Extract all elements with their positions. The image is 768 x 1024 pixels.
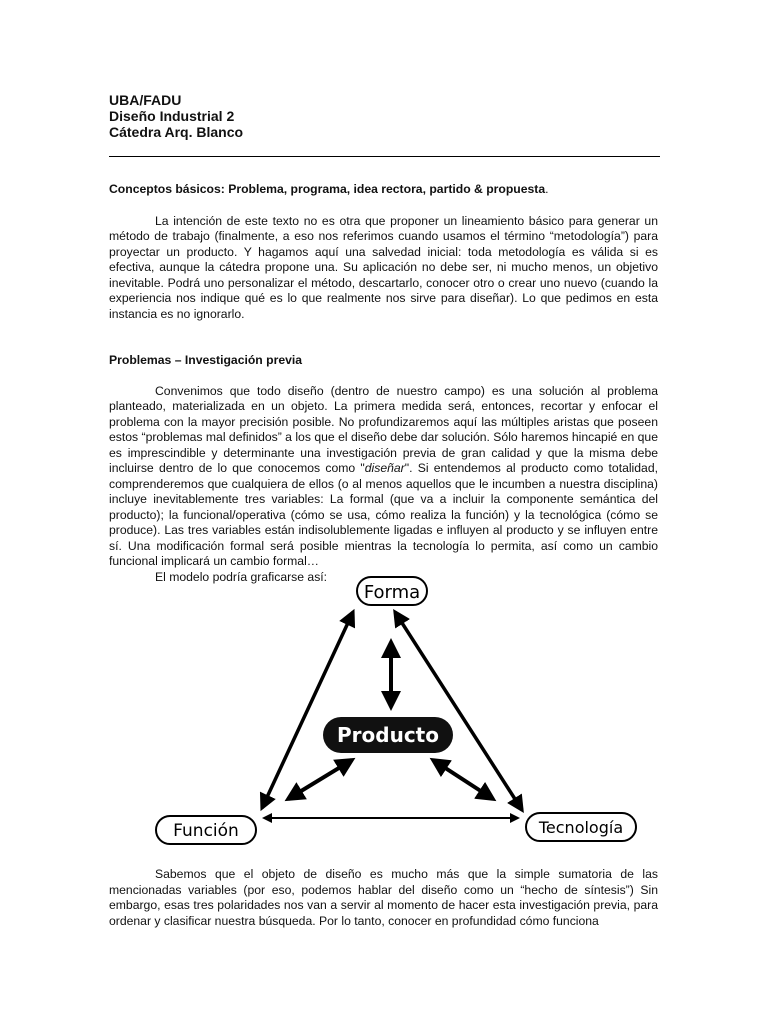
node-funcion-label: Función <box>173 821 239 841</box>
closing-section <box>109 867 658 929</box>
node-forma-label: Forma <box>363 582 421 603</box>
node-forma <box>357 577 427 605</box>
intro-paragraph: La intención de este texto no es otra que proponer un lineamiento básico para generar un método de trabajo (finalmente, a eso nos referimos cuando usamos el término “metodología”) para proyectar un producto. Y hagamos aquí una salvedad inicial: toda metodología es válida si es efectiva, aunque la cátedra propone una. Su aplicación no debe ser, ni mucho menos, un objetivo inevitable. Podrá uno personalizar el método, descartarlo, conocer otro o crear uno nuevo (cuando la experiencia nos indique qué es lo que realmente nos sirve para diseñar). Lo que pedimos en esta instancia es no ignorarlo. <box>109 213 658 321</box>
node-tecnologia <box>526 813 636 841</box>
section-paragraph-italic: diseñar <box>364 461 405 475</box>
header-chair: Cátedra Arq. Blanco <box>109 124 244 140</box>
section-paragraph-part1: Convenimos que todo diseño (dentro de nuestro campo) es una solución al problema planteado, materializada en un objeto. La primera medida será, entonces, recortar y enfocar el problema con la mayor precisión posible. No profundizaremos aquí las múltiples aristas que poseen estos “problemas mal definidos” a los que el diseño debe dar solución. Sólo haremos hincapié en que es imprescindible y determinante una investigación previa de gran calidad y que la misma debe incluirse dentro de lo que conocemos como " <box>109 383 658 475</box>
section-paragraph <box>109 384 658 570</box>
node-tecnologia-label: Tecnología <box>538 818 624 837</box>
document-body <box>109 182 658 585</box>
product-model-diagram <box>150 570 645 855</box>
model-intro-line: El modelo podría graficarse así: <box>155 569 328 584</box>
section-heading: Problemas – Investigación previa <box>109 353 303 367</box>
edge-forma-funcion <box>262 612 353 808</box>
arrow-producto-tecnologia <box>433 760 493 799</box>
node-producto-label: Producto <box>337 723 439 747</box>
document-title <box>109 182 658 198</box>
node-funcion <box>156 816 256 844</box>
edge-forma-tecnologia <box>395 612 522 810</box>
header-rule <box>109 156 660 157</box>
header-institution: UBA/FADU <box>109 92 182 108</box>
closing-paragraph: Sabemos que el objeto de diseño es mucho más que la simple sumatoria de las mencionadas variables (por eso, podemos hablar del diseño como un “hecho de síntesis”) Sin embargo, esas tres polaridades nos van a servir al momento de hacer esta investigación previa, para ordenar y clasificar nuestra búsqueda. Por lo tanto, conocer en profundidad cómo funciona <box>109 867 658 928</box>
section-paragraph-part2: ". Si entendemos al producto como totalidad, comprenderemos que cualquiera de ellos (o al menos aquellos que le incumben a nuestra disciplina) incluye inevitablemente tres variables: La formal (que va a incluir la componente semántica del producto); la funcional/operativa (cómo se usa, cómo realiza la función) y la tecnológica (cómo se produce). Las tres variables están indisolublemente ligadas e influyen al producto y se influyen entre sí. Una modificación formal será posible mientras la tecnología lo permita, así como un cambio funcional implicará un cambio formal… <box>109 461 658 568</box>
arrow-producto-funcion <box>288 760 352 799</box>
document-header <box>109 92 243 140</box>
document-title-text: Conceptos básicos: Problema, programa, idea rectora, partido & propuesta <box>109 182 546 196</box>
node-producto <box>323 717 453 753</box>
header-course: Diseño Industrial 2 <box>109 108 235 124</box>
document-title-period: . <box>545 182 549 196</box>
